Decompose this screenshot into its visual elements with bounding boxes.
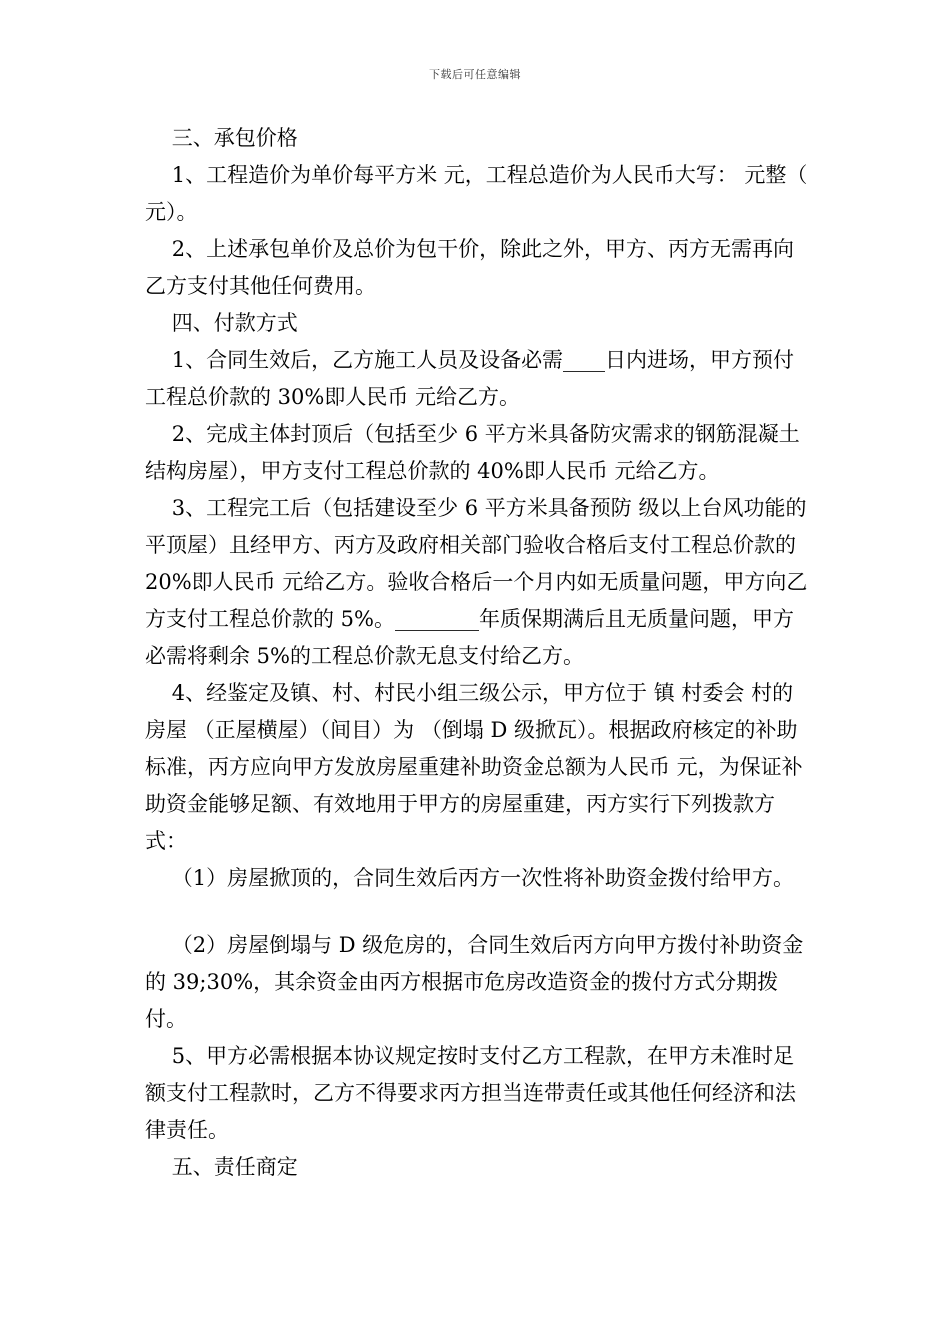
paragraph: 1、工程造价为单价每平方米 元，工程总造价为人民币大写： 元整（ 元）。 bbox=[145, 163, 815, 224]
paragraph: 1、合同生效后，乙方施工人员及设备必需____日内进场，甲方预付工程总价款的 30%即人民币 元给乙方。 bbox=[145, 348, 795, 409]
section-heading-responsibility: 五、责任商定 bbox=[145, 1155, 298, 1179]
paragraph: 2、上述承包单价及总价为包干价，除此之外，甲方、丙方无需再向乙方支付其他任何费用。 bbox=[145, 237, 795, 298]
paragraph: 2、完成主体封顶后（包括至少 6 平方米具备防灾需求的钢筋混凝土结构房屋），甲方支付工程总价款的 40%即人民币 元给乙方。 bbox=[145, 422, 800, 483]
page-header: 下载后可任意编辑 bbox=[429, 68, 521, 81]
paragraph: 3、工程完工后（包括建设至少 6 平方米具备预防 级以上台风功能的平顶屋）且经甲方、丙方及政府相关部门验收合格后支付工程总价款的 20%即人民币 元给乙方。验收合格后一个月内如无质量问题，甲方向乙方支付工程总价款的 5%。________年质保期满后且无质量问题，甲方必需将剩余 5%的工程总价款无息支付给乙方。 bbox=[145, 496, 808, 668]
blank-gap bbox=[145, 897, 810, 927]
section-heading-price: 三、承包价格 bbox=[145, 126, 298, 150]
section-heading-payment: 四、付款方式 bbox=[145, 311, 298, 335]
paragraph: 4、经鉴定及镇、村、村民小组三级公示，甲方位于 镇 村委会 村的房屋 （正屋横屋）（间目）为 （倒塌 D 级掀瓦）。根据政府核定的补助标准，丙方应向甲方发放房屋重建补助资金总额为人民币 元，为保证补助资金能够足额、有效地用于甲方的房屋重建，丙方实行下列拨款方式： bbox=[145, 681, 803, 853]
paragraph: 5、甲方必需根据本协议规定按时支付乙方工程款，在甲方未准时足额支付工程款时，乙方不得要求丙方担当连带责任或其他任何经济和法律责任。 bbox=[145, 1044, 796, 1142]
list-item: （1）房屋掀顶的，合同生效后丙方一次性将补助资金拨付给甲方。 bbox=[145, 866, 795, 890]
document-body bbox=[145, 120, 815, 1186]
list-item: （2）房屋倒塌与 D 级危房的，合同生效后丙方向甲方拨付补助资金的 39;30%，其余资金由丙方根据市危房改造资金的拨付方式分期拨付。 bbox=[145, 933, 804, 1031]
